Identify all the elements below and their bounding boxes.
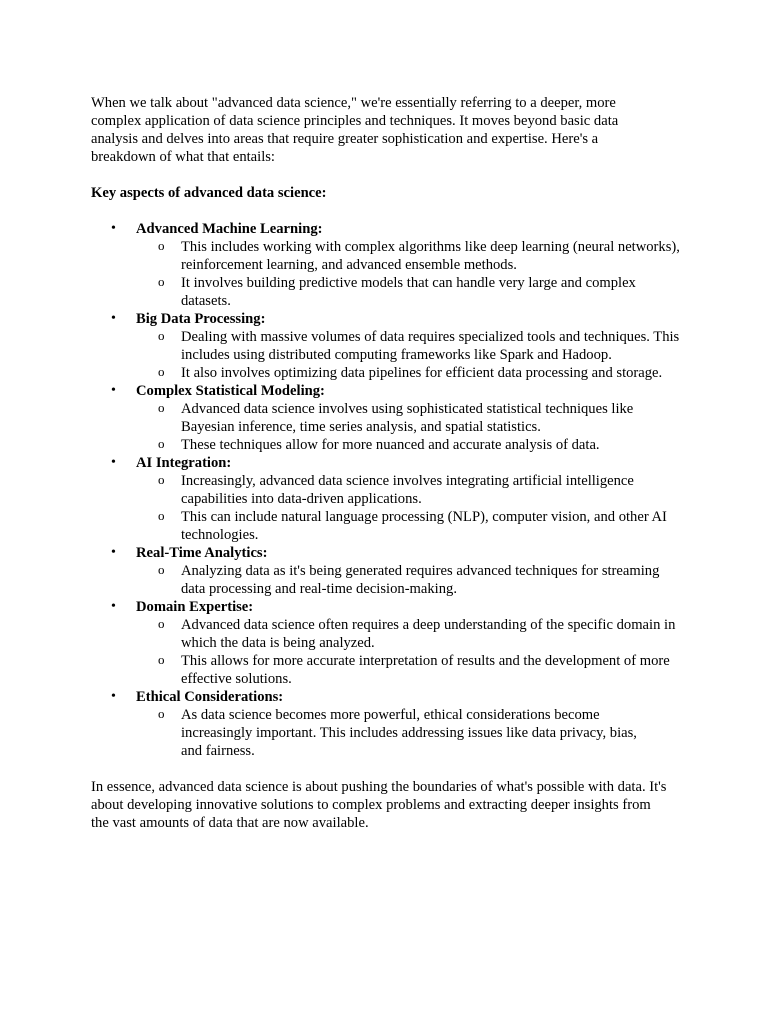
aspect-title: Big Data Processing: <box>136 311 266 327</box>
sub-bullet-icon: o <box>158 472 165 487</box>
sub-bullet-icon: o <box>158 508 165 523</box>
closing-paragraph: In essence, advanced data science is about pushing the boundaries of what's possible with data. It's about developing innovative solutions to complex problems and extracting deeper insights from the vast amounts of data that are now available. <box>91 779 667 831</box>
detail-item <box>136 364 691 382</box>
sub-bullet-icon: o <box>158 328 165 343</box>
sub-bullet-icon: o <box>158 238 165 253</box>
bullet-icon: • <box>111 455 116 470</box>
detail-text: Dealing with massive volumes of data requires specialized tools and techniques. This includes using distributed computing frameworks like Spark and Hadoop. <box>181 329 680 363</box>
detail-item <box>136 508 681 544</box>
detail-text: These techniques allow for more nuanced and accurate analysis of data. <box>181 437 600 453</box>
bullet-icon: • <box>111 599 116 614</box>
aspect-item <box>91 220 691 310</box>
details-list <box>136 400 691 454</box>
detail-item <box>136 562 681 598</box>
sub-bullet-icon: o <box>158 652 165 667</box>
sub-bullet-icon: o <box>158 364 165 379</box>
aspects-list <box>91 220 691 760</box>
sub-bullet-icon: o <box>158 616 165 631</box>
detail-item <box>136 400 681 436</box>
details-list <box>136 706 691 760</box>
aspect-item <box>91 598 691 688</box>
details-list <box>136 562 691 598</box>
details-list <box>136 472 691 544</box>
detail-text: This includes working with complex algorithms like deep learning (neural networks), reinforcement learning, and advanced ensemble methods. <box>181 239 680 273</box>
sub-bullet-icon: o <box>158 706 165 721</box>
details-list <box>136 328 691 382</box>
aspect-item <box>91 382 691 454</box>
detail-text: This can include natural language processing (NLP), computer vision, and other AI technologies. <box>181 509 667 543</box>
sub-bullet-icon: o <box>158 274 165 289</box>
aspect-title: Real-Time Analytics: <box>136 545 268 561</box>
detail-text: It involves building predictive models that can handle very large and complex datasets. <box>181 275 636 309</box>
sub-bullet-icon: o <box>158 562 165 577</box>
detail-item <box>136 616 681 652</box>
bullet-icon: • <box>111 221 116 236</box>
detail-text: Increasingly, advanced data science involves integrating artificial intelligence capabilities into data-driven applications. <box>181 473 634 507</box>
detail-text: This allows for more accurate interpretation of results and the development of more effective solutions. <box>181 653 670 687</box>
details-list <box>136 616 691 688</box>
bullet-icon: • <box>111 689 116 704</box>
sub-bullet-icon: o <box>158 400 165 415</box>
sub-bullet-icon: o <box>158 436 165 451</box>
aspect-item <box>91 544 691 598</box>
intro-paragraph: When we talk about "advanced data science," we're essentially referring to a deeper, more complex application of data science principles and techniques. It moves beyond basic data analysis and delves into areas that require greater sophistication and expertise. Here's a breakdown of what that entails: <box>91 95 619 165</box>
aspect-title: AI Integration: <box>136 455 232 471</box>
aspect-item <box>91 310 691 382</box>
details-list <box>136 238 691 310</box>
section-heading: Key aspects of advanced data science: <box>91 185 327 201</box>
detail-item <box>136 274 681 310</box>
detail-item <box>136 472 681 508</box>
detail-text: Analyzing data as it's being generated requires advanced techniques for streaming data processing and real-time decision-making. <box>181 563 660 597</box>
detail-text: As data science becomes more powerful, ethical considerations become increasingly important. This includes addressing issues like data privacy, bias, and fairness. <box>181 707 637 759</box>
detail-item <box>136 652 681 688</box>
aspect-title: Advanced Machine Learning: <box>136 221 323 237</box>
detail-item <box>136 238 681 274</box>
document-page <box>91 94 691 832</box>
detail-item <box>136 328 681 364</box>
detail-text: Advanced data science often requires a deep understanding of the specific domain in which the data is being analyzed. <box>181 617 676 651</box>
aspect-title: Complex Statistical Modeling: <box>136 383 325 399</box>
aspect-item <box>91 454 691 544</box>
aspect-title: Domain Expertise: <box>136 599 254 615</box>
bullet-icon: • <box>111 383 116 398</box>
bullet-icon: • <box>111 311 116 326</box>
detail-item <box>136 706 661 760</box>
detail-text: Advanced data science involves using sophisticated statistical techniques like Bayesian inference, time series analysis, and spatial statistics. <box>181 401 634 435</box>
aspect-title: Ethical Considerations: <box>136 689 284 705</box>
aspect-item <box>91 688 691 760</box>
detail-text: It also involves optimizing data pipelines for efficient data processing and storage. <box>181 365 663 381</box>
bullet-icon: • <box>111 545 116 560</box>
detail-item <box>136 436 681 454</box>
